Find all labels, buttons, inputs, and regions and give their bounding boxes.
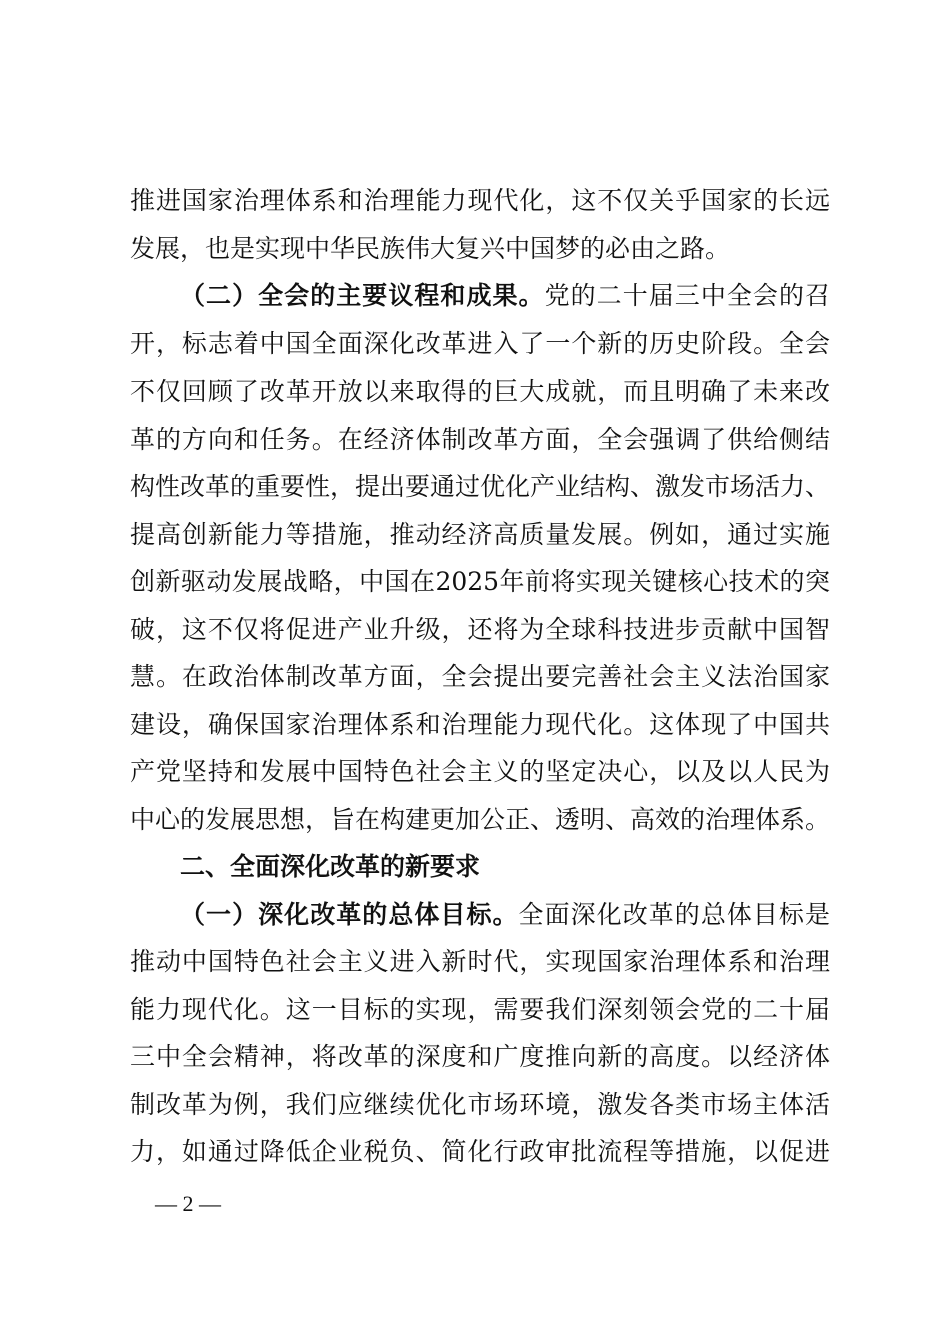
body-line: 破，这不仅将促进产业升级，还将为全球科技进步贡献中国智	[130, 615, 830, 644]
body-line: 发展，也是实现中华民族伟大复兴中国梦的必由之路。	[130, 234, 731, 263]
subsection-heading: （二）全会的主要议程和成果。	[180, 281, 545, 310]
section-heading: 二、全面深化改革的新要求	[180, 852, 481, 881]
body-line: 慧。在政治体制改革方面，全会提出要完善社会主义法治国家	[130, 662, 830, 691]
body-line: 推进国家治理体系和治理能力现代化，这不仅关乎国家的长远	[130, 186, 830, 215]
body-line: 中心的发展思想，旨在构建更加公正、透明、高效的治理体系。	[130, 805, 831, 834]
subsection-heading: （一）深化改革的总体目标。	[180, 900, 519, 929]
body-line: 创新驱动发展战略，中国在2025年前将实现关键核心技术的突	[130, 567, 830, 596]
page-number: — 2 —	[155, 1191, 221, 1216]
body-line: 能力现代化。这一目标的实现，需要我们深刻领会党的二十届	[130, 995, 830, 1024]
body-line: 力，如通过降低企业税负、简化行政审批流程等措施，以促进	[130, 1137, 830, 1166]
body-text: 党的二十届三中全会的召	[544, 281, 830, 310]
body-line: 构性改革的重要性，提出要通过优化产业结构、激发市场活力、	[130, 472, 831, 501]
subsection-paragraph-first-line	[180, 276, 830, 316]
body-line: 不仅回顾了改革开放以来取得的巨大成就，而且明确了未来改	[130, 377, 830, 406]
body-line: 三中全会精神，将改革的深度和广度推向新的高度。以经济体	[130, 1042, 830, 1071]
body-line: 提高创新能力等措施，推动经济高质量发展。例如，通过实施	[130, 520, 830, 549]
body-line: 开，标志着中国全面深化改革进入了一个新的历史阶段。全会	[130, 329, 830, 358]
body-line: 推动中国特色社会主义进入新时代，实现国家治理体系和治理	[130, 947, 830, 976]
body-line: 建设，确保国家治理体系和治理能力现代化。这体现了中国共	[130, 710, 830, 739]
body-text: 全面深化改革的总体目标是	[518, 900, 830, 929]
body-line: 产党坚持和发展中国特色社会主义的坚定决心，以及以人民为	[130, 757, 830, 786]
body-line: 制改革为例，我们应继续优化市场环境，激发各类市场主体活	[130, 1090, 830, 1119]
body-line: 革的方向和任务。在经济体制改革方面，全会强调了供给侧结	[130, 425, 830, 454]
subsection-paragraph-first-line	[180, 895, 830, 935]
